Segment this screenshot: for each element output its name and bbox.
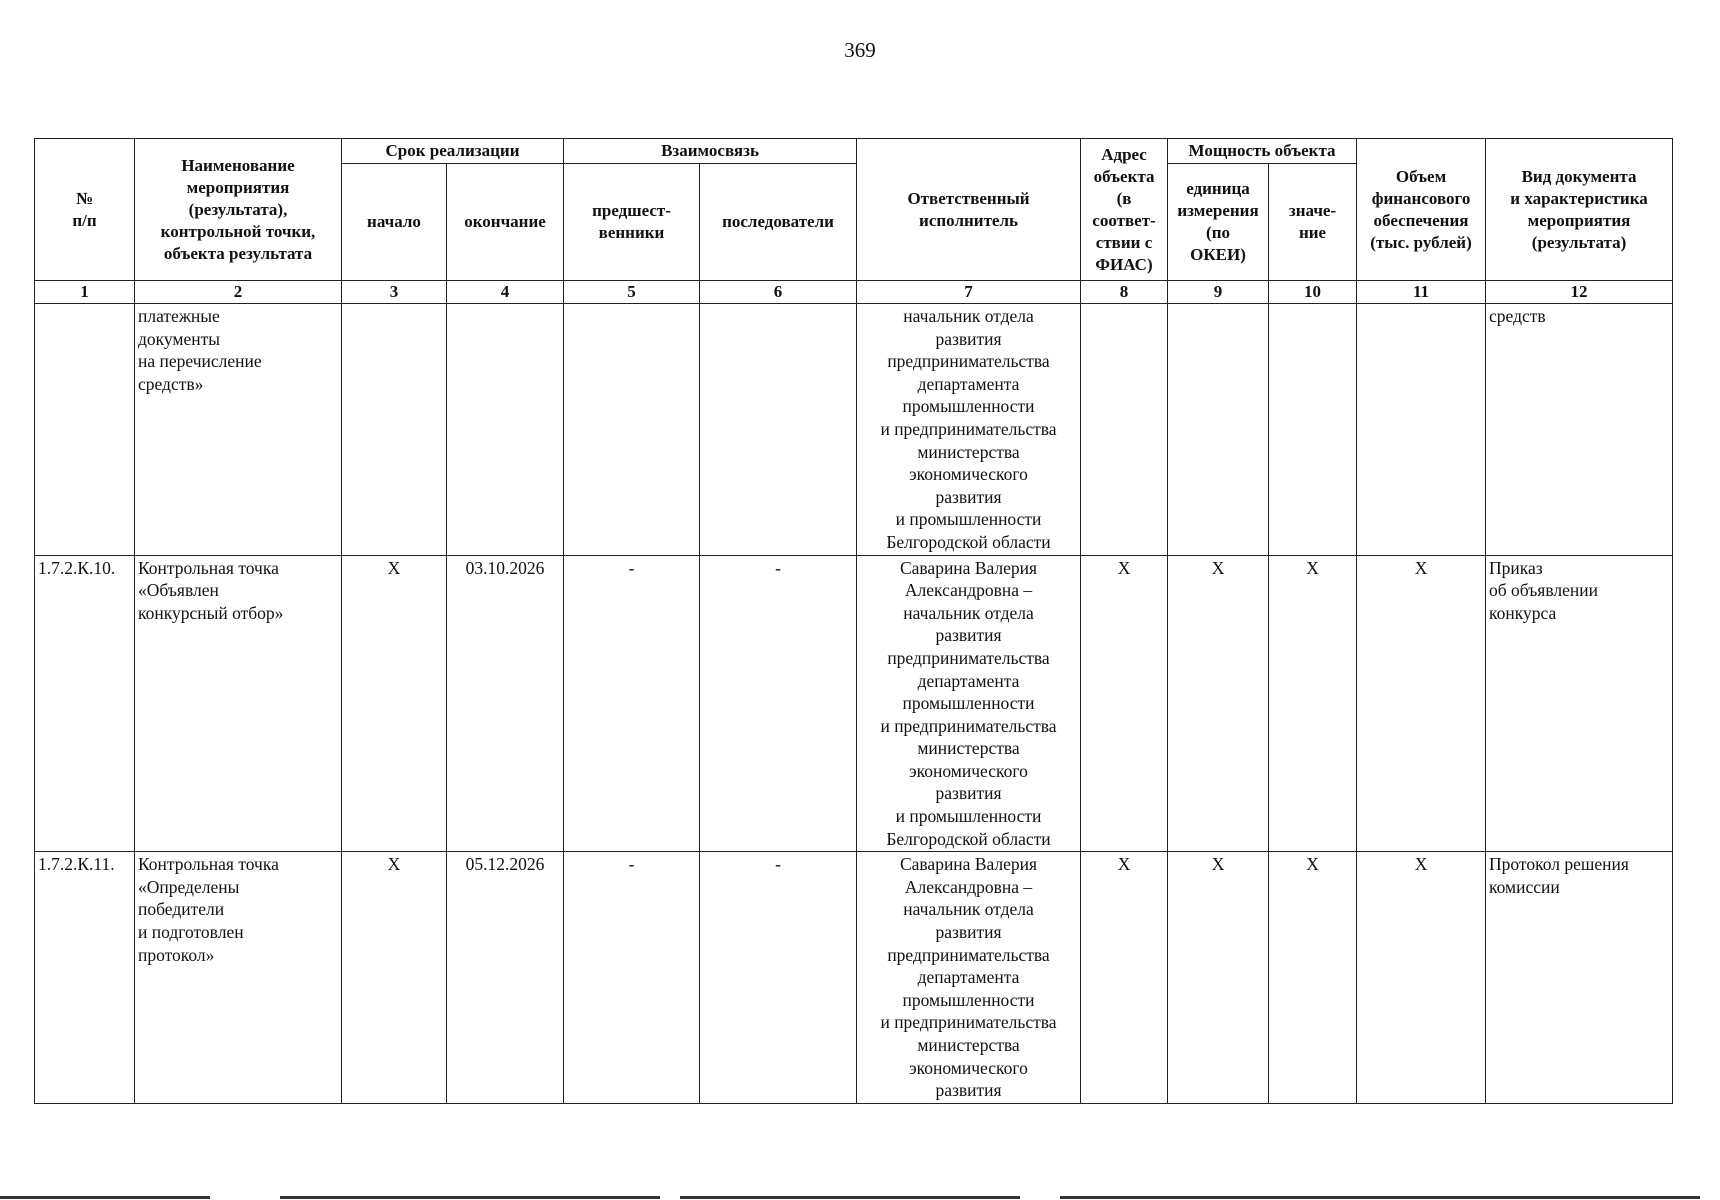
row-doc: Протокол решения комиссии xyxy=(1486,852,1673,1104)
scan-edge-line xyxy=(680,1196,1020,1199)
row-doc: средств xyxy=(1486,304,1673,556)
row-finance xyxy=(1357,304,1486,556)
row-responsible: Саварина Валерия Александровна – начальник отдела развития предпринимательства департамента промышленности и предпринимательства министерства экономического развития xyxy=(857,852,1081,1104)
row-address: Х xyxy=(1081,852,1168,1104)
column-number: 7 xyxy=(857,281,1081,304)
scan-edge-line xyxy=(1060,1196,1700,1199)
row-responsible: начальник отдела развития предпринимательства департамента промышленности и предпринимательства министерства экономического развития и промышленности Белгородской области xyxy=(857,304,1081,556)
column-number: 11 xyxy=(1357,281,1486,304)
row-address: Х xyxy=(1081,555,1168,852)
header-term-group: Срок реализации xyxy=(342,139,564,164)
header-responsible: Ответственный исполнитель xyxy=(857,139,1081,281)
page-number: 369 xyxy=(844,38,876,62)
row-pred: - xyxy=(564,555,700,852)
row-value xyxy=(1269,304,1357,556)
row-succ xyxy=(700,304,857,556)
column-number: 12 xyxy=(1486,281,1673,304)
row-name: платежные документы на перечисление средств» xyxy=(135,304,342,556)
row-name: Контрольная точка «Определены победители и подготовлен протокол» xyxy=(135,852,342,1104)
row-end: 03.10.2026 xyxy=(447,555,564,852)
column-number: 5 xyxy=(564,281,700,304)
row-name: Контрольная точка «Объявлен конкурсный отбор» xyxy=(135,555,342,852)
header-doc-type: Вид документа и характеристика мероприятия (результата) xyxy=(1486,139,1673,281)
row-num: 1.7.2.К.11. xyxy=(35,852,135,1104)
header-capacity-group: Мощность объекта xyxy=(1168,139,1357,164)
header-term-start: начало xyxy=(342,164,447,281)
row-unit: Х xyxy=(1168,555,1269,852)
row-responsible: Саварина Валерия Александровна – начальник отдела развития предпринимательства департамента промышленности и предпринимательства министерства экономического развития и промышленности Белгородской области xyxy=(857,555,1081,852)
column-number: 10 xyxy=(1269,281,1357,304)
row-num: 1.7.2.К.10. xyxy=(35,555,135,852)
column-number: 8 xyxy=(1081,281,1168,304)
row-value: Х xyxy=(1269,852,1357,1104)
row-value: Х xyxy=(1269,555,1357,852)
header-num: № п/п xyxy=(35,139,135,281)
table-row xyxy=(35,555,1673,852)
row-start: Х xyxy=(342,555,447,852)
scan-edge-line xyxy=(280,1196,660,1199)
row-finance: Х xyxy=(1357,852,1486,1104)
row-unit: Х xyxy=(1168,852,1269,1104)
scan-edge-line xyxy=(0,1196,210,1199)
column-number: 4 xyxy=(447,281,564,304)
row-end xyxy=(447,304,564,556)
header-address: Адрес объекта (в соответ- ствии с ФИАС) xyxy=(1081,139,1168,281)
column-number: 9 xyxy=(1168,281,1269,304)
column-number: 2 xyxy=(135,281,342,304)
row-address xyxy=(1081,304,1168,556)
row-pred: - xyxy=(564,852,700,1104)
header-cap-unit: единица измерения (по ОКЕИ) xyxy=(1168,164,1269,281)
header-finance: Объем финансового обеспечения (тыс. рублей) xyxy=(1357,139,1486,281)
header-link-group: Взаимосвязь xyxy=(564,139,857,164)
header-link-succ: последователи xyxy=(700,164,857,281)
row-pred xyxy=(564,304,700,556)
row-num xyxy=(35,304,135,556)
header-cap-value: значе- ние xyxy=(1269,164,1357,281)
row-succ: - xyxy=(700,852,857,1104)
header-link-pred: предшест- венники xyxy=(564,164,700,281)
row-succ: - xyxy=(700,555,857,852)
column-number: 3 xyxy=(342,281,447,304)
header-name: Наименование мероприятия (результата), контрольной точки, объекта результата xyxy=(135,139,342,281)
row-end: 05.12.2026 xyxy=(447,852,564,1104)
header-term-end: окончание xyxy=(447,164,564,281)
row-start: Х xyxy=(342,852,447,1104)
column-number: 1 xyxy=(35,281,135,304)
row-unit xyxy=(1168,304,1269,556)
implementation-plan-table xyxy=(34,138,1673,1104)
table-row xyxy=(35,304,1673,556)
row-finance: Х xyxy=(1357,555,1486,852)
column-number: 6 xyxy=(700,281,857,304)
row-doc: Приказ об объявлении конкурса xyxy=(1486,555,1673,852)
table-row xyxy=(35,852,1673,1104)
row-start xyxy=(342,304,447,556)
